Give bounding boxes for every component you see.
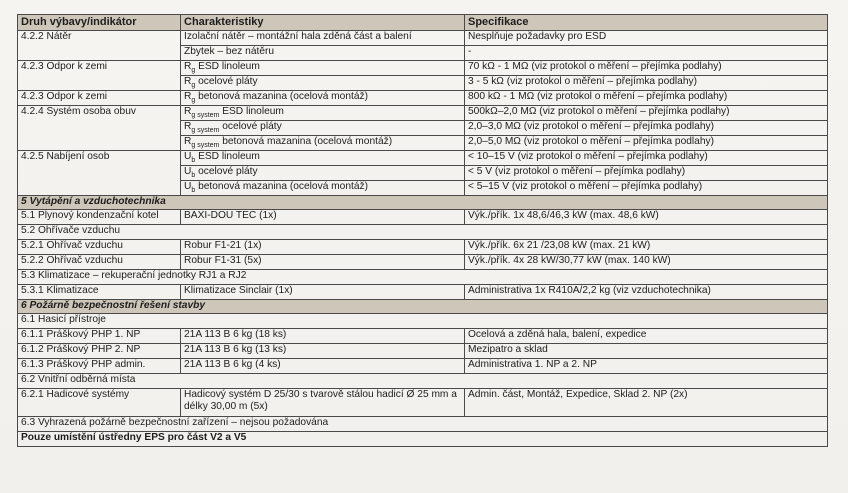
cell-specification: Mezipatro a sklad: [465, 344, 828, 359]
subsection-heading: 6.1 Hasicí přístroje: [18, 314, 828, 329]
cell-characteristic: $U_b$ ocelové pláty: [181, 166, 465, 181]
subsection-heading: 6.3 Vyhrazená požárně bezpečnostní zařízení – nejsou požadována: [18, 417, 828, 432]
table-row: [18, 329, 828, 344]
subsection-heading: 5.2 Ohřívače vzduchu: [18, 225, 828, 240]
cell-characteristic: Izolační nátěr – montážní hala zděná část a balení: [181, 31, 465, 46]
table-row: [18, 240, 828, 255]
header-specification: Specifikace: [465, 15, 828, 31]
cell-characteristic: $R_{g system}$ betonová mazanina (ocelová montáž): [181, 136, 465, 151]
cell-indicator: 5.3.1 Klimatizace: [18, 285, 181, 300]
cell-indicator: 6.1.3 Práškový PHP admin.: [18, 359, 181, 374]
cell-characteristic: 21A 113 B 6 kg (13 ks): [181, 344, 465, 359]
cell-specification: 2,0–3,0 MΩ (viz protokol o měření – přejímka podlahy): [465, 121, 828, 136]
cell-specification: < 5–15 V (viz protokol o měření – přejímka podlahy): [465, 181, 828, 196]
cell-indicator: 4.2.4 Systém osoba obuv: [18, 106, 181, 151]
cell-characteristic: $U_b$ ESD linoleum: [181, 151, 465, 166]
cell-specification: Výk./přík. 1x 48,6/46,3 kW (max. 48,6 kW): [465, 210, 828, 225]
section-row: [18, 196, 828, 210]
cell-specification: < 10–15 V (viz protokol o měření – přejímka podlahy): [465, 151, 828, 166]
note-row: Pouze umístění ústředny EPS pro část V2 a V5: [18, 432, 828, 447]
cell-characteristic: $R_g$ betonová mazanina (ocelová montáž): [181, 91, 465, 106]
cell-specification: Admin. část, Montáž, Expedice, Sklad 2. NP (2x): [465, 389, 828, 417]
section-heading: 5 Vytápění a vzduchotechnika: [18, 196, 828, 210]
table-row: [18, 314, 828, 329]
subsection-heading: 5.3 Klimatizace – rekuperační jednotky RJ1 a RJ2: [18, 270, 828, 285]
table-row: [18, 285, 828, 300]
section-row: [18, 300, 828, 314]
table-row: [18, 61, 828, 76]
cell-indicator: 6.1.2 Práškový PHP 2. NP: [18, 344, 181, 359]
cell-indicator: 4.2.5 Nabíjení osob: [18, 151, 181, 196]
cell-indicator: 4.2.2 Nátěr: [18, 31, 181, 61]
cell-specification: Nesplňuje požadavky pro ESD: [465, 31, 828, 46]
table-row: [18, 359, 828, 374]
cell-specification: -: [465, 46, 828, 61]
cell-specification: Ocelová a zděná hala, balení, expedice: [465, 329, 828, 344]
cell-specification: 3 - 5 kΩ (viz protokol o měření – přejímka podlahy): [465, 76, 828, 91]
table-row: [18, 270, 828, 285]
cell-specification: Administrativa 1x R410A/2,2 kg (viz vzduchotechnika): [465, 285, 828, 300]
cell-characteristic: 21A 113 B 6 kg (4 ks): [181, 359, 465, 374]
cell-specification: Administrativa 1. NP a 2. NP: [465, 359, 828, 374]
cell-characteristic: $R_{g system}$ ocelové pláty: [181, 121, 465, 136]
cell-specification: Výk./přík. 6x 21 /23,08 kW (max. 21 kW): [465, 240, 828, 255]
cell-specification: 2,0–5,0 MΩ (viz protokol o měření – přejímka podlahy): [465, 136, 828, 151]
cell-characteristic: Klimatizace Sinclair (1x): [181, 285, 465, 300]
table-row: [18, 151, 828, 166]
cell-indicator: 5.2.2 Ohřívač vzduchu: [18, 255, 181, 270]
cell-indicator: 6.1.1 Práškový PHP 1. NP: [18, 329, 181, 344]
cell-specification: Výk./přík. 4x 28 kW/30,77 kW (max. 140 kW): [465, 255, 828, 270]
cell-characteristic: Hadicový systém D 25/30 s tvarově stálou hadicí Ø 25 mm a délky 30,00 m (5x): [181, 389, 465, 417]
header-indicator: Druh výbavy/indikátor: [18, 15, 181, 31]
table-row: [18, 106, 828, 121]
cell-specification: 500kΩ–2,0 MΩ (viz protokol o měření – přejímka podlahy): [465, 106, 828, 121]
cell-characteristic: Robur F1-31 (5x): [181, 255, 465, 270]
cell-characteristic: Robur F1-21 (1x): [181, 240, 465, 255]
table-row: [18, 389, 828, 417]
cell-characteristic: $R_{g system}$ ESD linoleum: [181, 106, 465, 121]
cell-characteristic: Zbytek – bez nátěru: [181, 46, 465, 61]
cell-specification: < 5 V (viz protokol o měření – přejímka podlahy): [465, 166, 828, 181]
table-row: [18, 255, 828, 270]
cell-characteristic: BAXI-DOU TEC (1x): [181, 210, 465, 225]
cell-indicator: 4.2.3 Odpor k zemi: [18, 91, 181, 106]
specification-table: [17, 14, 828, 447]
subsection-heading: 6.2 Vnitřní odběrná místa: [18, 374, 828, 389]
cell-indicator: 4.2.3 Odpor k zemi: [18, 61, 181, 91]
cell-characteristic: $R_g$ ocelové pláty: [181, 76, 465, 91]
cell-indicator: 5.1 Plynový kondenzační kotel: [18, 210, 181, 225]
table-row: [18, 344, 828, 359]
section-heading: 6 Požárně bezpečnostní řešení stavby: [18, 300, 828, 314]
cell-specification: 70 kΩ - 1 MΩ (viz protokol o měření – přejímka podlahy): [465, 61, 828, 76]
cell-indicator: 6.2.1 Hadicové systémy: [18, 389, 181, 417]
table-row: [18, 210, 828, 225]
cell-specification: 800 kΩ - 1 MΩ (viz protokol o měření – přejímka podlahy): [465, 91, 828, 106]
table-row: [18, 225, 828, 240]
table-row: [18, 91, 828, 106]
cell-characteristic: $R_g$ ESD linoleum: [181, 61, 465, 76]
table-row: [18, 374, 828, 389]
cell-characteristic: 21A 113 B 6 kg (18 ks): [181, 329, 465, 344]
table-row: [18, 31, 828, 46]
table-header-row: [18, 15, 828, 31]
cell-characteristic: $U_b$ betonová mazanina (ocelová montáž): [181, 181, 465, 196]
cell-indicator: 5.2.1 Ohřívač vzduchu: [18, 240, 181, 255]
table-row: [18, 432, 828, 447]
table-row: [18, 417, 828, 432]
header-characteristics: Charakteristiky: [181, 15, 465, 31]
